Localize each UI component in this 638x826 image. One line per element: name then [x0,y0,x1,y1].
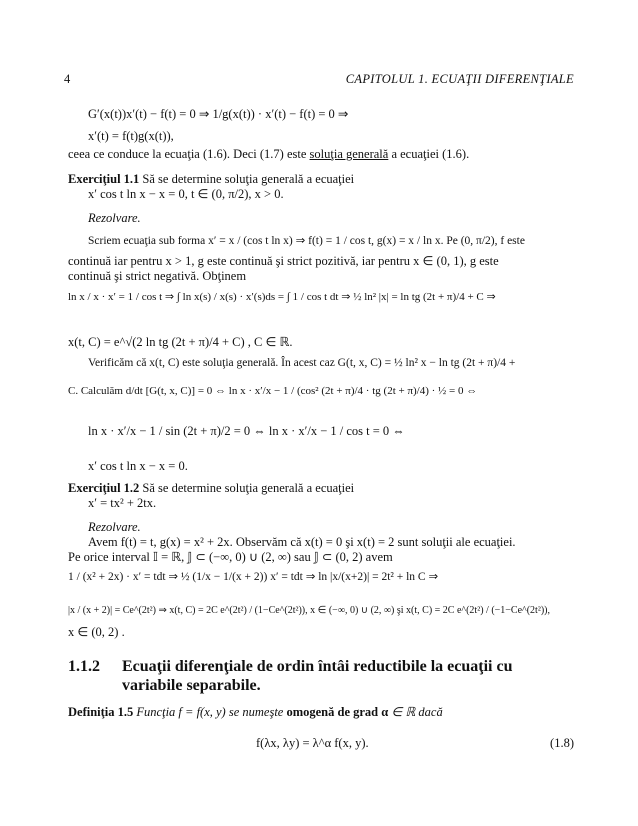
exercise-text: Să se determine soluţia generală a ecuaţiei [139,481,355,495]
section-title: Ecuaţii diferenţiale de ordin întâi reductibile la ecuaţii cu variabile separabile. [122,658,513,694]
running-header: CAPITOLUL 1. ECUAŢII DIFERENŢIALE [345,72,574,86]
paragraph-general-solution [68,147,574,162]
solution-label-2: Rezolvare. [88,520,141,534]
solution-line-2: continuă iar pentru x > 1, g este continuă şi strict pozitivă, iar pentru x ∈ (0, 1), g este [68,254,499,268]
definition-term: omogenă de grad α [286,705,389,719]
page-number: 4 [64,72,71,86]
exercise-label: Exerciţiul 1.1 [68,172,140,186]
exercise-1-1 [68,172,574,187]
definition-text: Funcţia f = f(x, y) se numeşte [133,705,287,719]
definition-equation: f(λx, λy) = λ^α f(x, y). [256,736,369,750]
definition-text: ∈ ℝ dacă [388,705,443,719]
verification-line-2: C. Calculăm d/dt [G(t, x, C)] = 0 ⇔ ln x · x′/x − 1 / (cos² (2t + π)/4 · tg (2t + π)/4) · ½ = 0 ⇔ [68,385,478,397]
exercise-label: Exerciţiul 1.2 [68,481,140,495]
verification-line-3: ln x · x′/x − 1 / sin (2t + π)/2 = 0 ⇔ ln x · x′/x − 1 / cos t = 0 ⇔ [88,424,405,438]
exercise-text: Să se determine soluţia generală a ecuaţiei [139,172,355,186]
text-segment: a ecuaţiei (1.6). [388,147,470,161]
text-segment: ceea ce conduce la ecuaţia (1.6). Deci (1.7) este [68,147,310,161]
solution-formula: x(t, C) = e^√(2 ln tg (2t + π)/4 + C) , C ∈ ℝ. [68,335,293,349]
verification-line-4: x′ cos t ln x − x = 0. [88,459,188,473]
eq-line-1: G′(x(t))x′(t) − f(t) = 0 ⇒ 1/g(x(t)) · x′(t) − f(t) = 0 ⇒ [88,107,349,121]
verification-line-1: Verificăm că x(t, C) este soluţia generală. În acest caz G(t, x, C) = ½ ln² x − ln tg (2t + π)/4 + [88,357,516,369]
exercise-1-1-equation: x′ cos t ln x − x = 0, t ∈ (0, π/2), x > 0. [88,187,284,201]
solution-line-3: continuă şi strict negativă. Obţinem [68,269,247,283]
integral-equation: ln x / x · x′ = 1 / cos t ⇒ ∫ ln x(s) / x(s) · x′(s)ds = ∫ 1 / cos t dt ⇒ ½ ln² |x| = ln tg (2t + π)/4 + C ⇒ [68,291,496,303]
underlined-term: soluţia generală [309,147,389,161]
definition-1-5 [68,705,574,720]
eq-line-2: x′(t) = f(t)g(x(t)), [88,129,174,143]
solution2-line-5: x ∈ (0, 2) . [68,625,125,639]
section-number: 1.1.2 [68,658,100,675]
solution2-line-1: Avem f(t) = t, g(x) = x² + 2x. Observăm că x(t) = 0 şi x(t) = 2 sunt soluţii ale ecuaţiei. [88,535,516,549]
solution2-line-4: |x / (x + 2)| = Ce^(2t²) ⇒ x(t, C) = 2C e^(2t²) / (1−Ce^(2t²)), x ∈ (−∞, 0) ∪ (2, ∞) şi x(t, C) = 2C e^(2t²) / (−1−Ce^(2t²)), [68,605,550,616]
solution-line-1: Scriem ecuaţia sub forma x′ = x / (cos t ln x) ⇒ f(t) = 1 / cos t, g(x) = x / ln x. Pe (0, π/2), f este [88,235,525,247]
definition-label: Definiţia 1.5 [68,705,134,719]
equation-number: (1.8) [550,736,574,750]
solution-label-1: Rezolvare. [88,211,141,225]
exercise-1-2 [68,481,574,496]
solution2-line-3: 1 / (x² + 2x) · x′ = tdt ⇒ ½ (1/x − 1/(x + 2)) x′ = tdt ⇒ ln |x/(x+2)| = 2t² + ln C ⇒ [68,571,439,583]
solution2-line-2: Pe orice interval 𝕀 = ℝ, 𝕁 ⊂ (−∞, 0) ∪ (2, ∞) sau 𝕁 ⊂ (0, 2) avem [68,550,393,564]
exercise-1-2-equation: x′ = tx² + 2tx. [88,496,157,510]
